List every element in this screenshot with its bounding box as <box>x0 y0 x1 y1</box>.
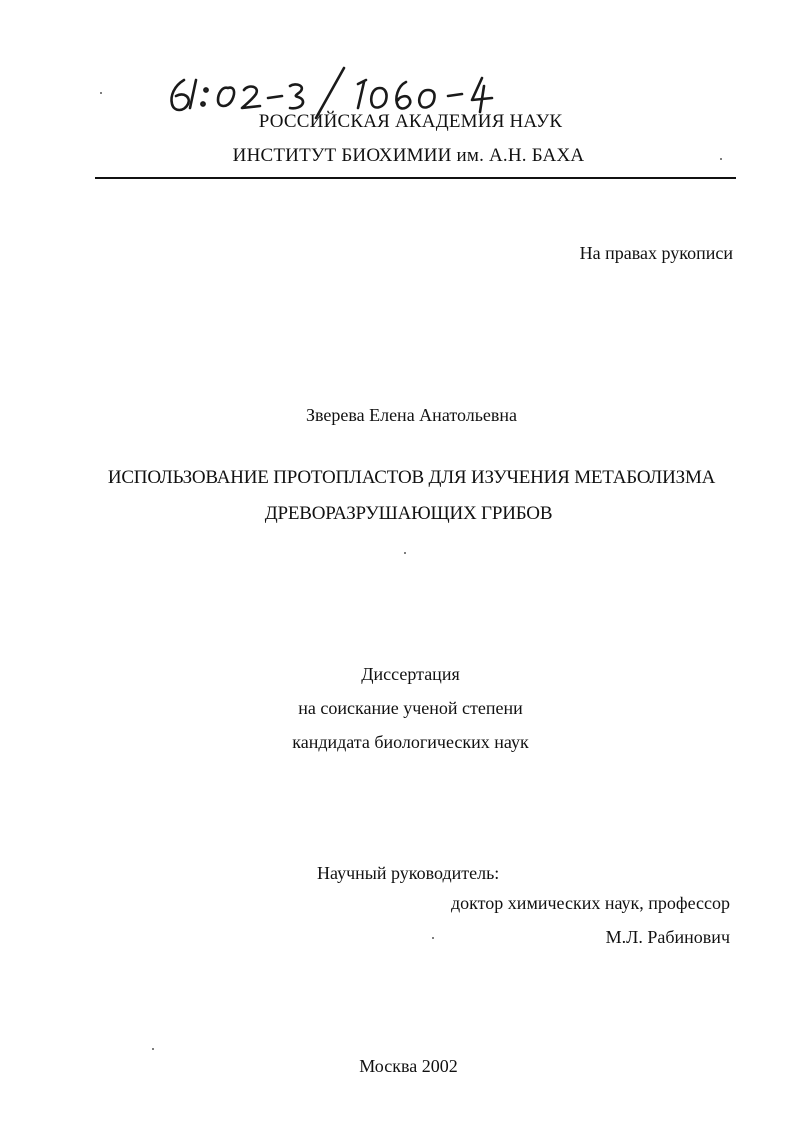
institute-name: ИНСТИТУТ БИОХИМИИ им. А.Н. БАХА <box>232 145 585 166</box>
dissertation-label: Диссертация <box>361 664 460 684</box>
supervisor-name: М.Л. Рабинович <box>605 927 730 947</box>
scan-speck <box>720 158 722 160</box>
dissertation-title-line-1: ИСПОЛЬЗОВАНИЕ ПРОТОПЛАСТОВ ДЛЯ ИЗУЧЕНИЯ МЕТАБОЛИЗМА <box>107 467 716 488</box>
scan-speck <box>404 552 406 554</box>
header-divider <box>95 177 736 179</box>
degree-purpose: на соискание ученой степени <box>298 698 523 718</box>
degree-name: кандидата биологических наук <box>292 732 529 752</box>
author-name: Зверева Елена Анатольевна <box>305 405 518 425</box>
dissertation-title-line-2: ДРЕВОРАЗРУШАЮЩИХ ГРИБОВ <box>264 503 553 524</box>
city-year: Москва 2002 <box>359 1056 458 1076</box>
scan-speck <box>152 1048 154 1050</box>
supervisor-label: Научный руководитель: <box>317 863 500 883</box>
supervisor-degree: доктор химических наук, профессор <box>451 893 730 913</box>
scan-speck <box>100 92 102 94</box>
academy-name: РОССИЙСКАЯ АКАДЕМИЯ НАУК <box>258 111 563 132</box>
scan-speck <box>432 937 434 939</box>
rights-note: На правах рукописи <box>579 243 733 263</box>
